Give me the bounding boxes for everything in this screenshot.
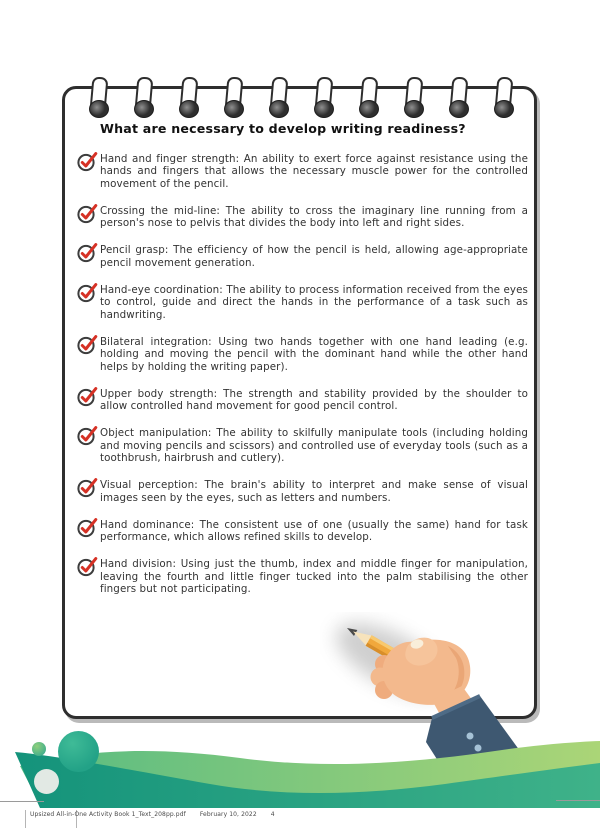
crop-mark: [556, 800, 600, 801]
check-icon: [76, 517, 100, 538]
list-item-text: Hand dominance: The consistent use of one (usually the same) hand for task performance, which allows refined skills to develop.: [100, 518, 528, 544]
teal-circle-decoration: [58, 731, 99, 772]
check-icon: [76, 556, 100, 577]
footer: [30, 811, 289, 818]
spiral-ring-icon: [181, 77, 195, 117]
list-item: [76, 479, 528, 504]
list-item: [76, 153, 528, 190]
list-item: [76, 205, 528, 230]
checklist: [76, 153, 528, 596]
check-icon: [76, 477, 100, 498]
list-item-text: Hand-eye coordination: The ability to process information received from the eyes to control, guide and direct the hands in the performance of a task such as handwriting.: [100, 283, 528, 321]
footer-page-number: 4: [270, 811, 275, 818]
footer-date: February 10, 2022: [199, 811, 257, 818]
list-item: [76, 388, 528, 413]
spiral-ring-icon: [136, 77, 150, 117]
crop-mark: [25, 810, 26, 828]
list-item: [76, 336, 528, 373]
list-item: [76, 558, 528, 595]
check-icon: [76, 282, 100, 303]
spiral-ring-icon: [271, 77, 285, 117]
page-title: What are necessary to develop writing readiness?: [100, 121, 466, 136]
check-icon: [76, 203, 100, 224]
spiral-ring-icon: [406, 77, 420, 117]
list-item: [76, 284, 528, 321]
spiral-ring-icon: [316, 77, 330, 117]
list-item-text: Pencil grasp: The efficiency of how the pencil is held, allowing age-appropriate pencil movement generation.: [100, 244, 528, 269]
list-item: [76, 519, 528, 544]
check-icon: [76, 151, 100, 172]
spiral-ring-icon: [226, 77, 240, 117]
green-circle-decoration: [32, 742, 46, 756]
list-item-text: Upper body strength: The strength and stability provided by the shoulder to allow controlled hand movement for good pencil control.: [100, 387, 528, 413]
crop-mark: [0, 801, 44, 802]
footer-filename: Upsized All-in-One Activity Book 1_Text_208pp.pdf: [30, 811, 186, 818]
spiral-ring-icon: [451, 77, 465, 117]
check-icon: [76, 425, 100, 446]
list-item-text: Hand division: Using just the thumb, index and middle finger for manipulation, leaving the fourth and little finger tucked into the palm stabilising the other fingers but not participating.: [100, 558, 528, 596]
list-item: [76, 244, 528, 269]
spiral-ring-icon: [361, 77, 375, 117]
gray-circle-decoration: [34, 769, 59, 794]
list-item-text: Visual perception: The brain's ability to interpret and make sense of visual images seen by the eyes, such as letters and numbers.: [100, 479, 528, 504]
list-item-text: Hand and finger strength: An ability to exert force against resistance using the hands and fingers that allows the necessary muscle power for the controlled movement of the pencil.: [100, 153, 528, 190]
list-item-text: Crossing the mid-line: The ability to cross the imaginary line running from a person's nose to pelvis that divides the body into left and right sides.: [100, 204, 528, 230]
check-icon: [76, 334, 100, 355]
spiral-ring-icon: [496, 77, 510, 117]
list-item: [76, 427, 528, 464]
check-icon: [76, 242, 100, 263]
spiral-ring-icon: [91, 77, 105, 117]
list-item-text: Bilateral integration: Using two hands together with one hand leading (e.g. holding and moving the pencil with the dominant hand while the other hand helps by holding the writing paper).: [100, 335, 528, 373]
check-icon: [76, 386, 100, 407]
list-item-text: Object manipulation: The ability to skilfully manipulate tools (including holding and moving pencils and scissors) and controlled use of everyday tools (such as a toothbrush, hairbrush and cutlery).: [100, 427, 528, 465]
